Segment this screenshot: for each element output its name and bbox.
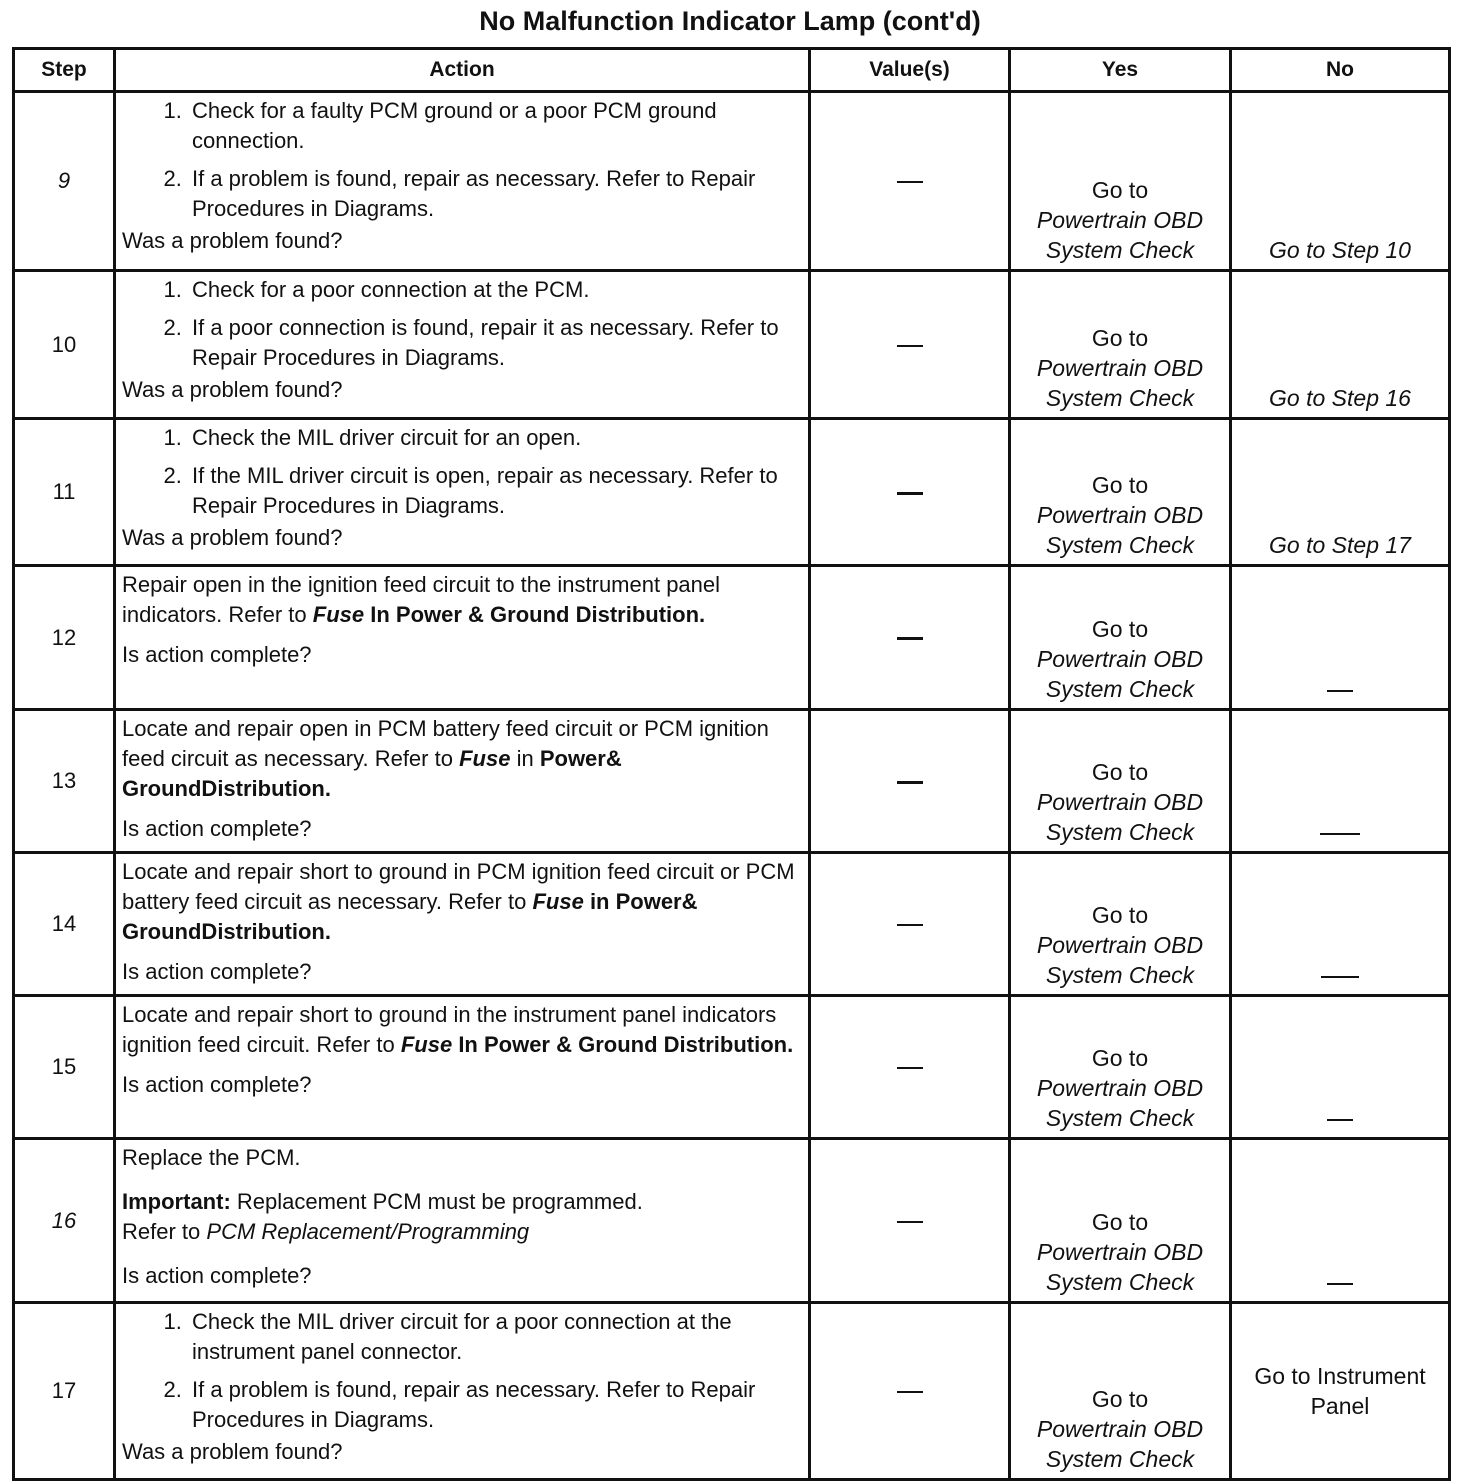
- yes-system-check: System Check: [1045, 385, 1195, 411]
- dash-mark: [1321, 976, 1359, 978]
- table-row: [14, 419, 1450, 566]
- no-cell: Go to Step 16: [1231, 271, 1450, 419]
- action-list: [122, 423, 802, 521]
- action-cell: [115, 1303, 810, 1480]
- yes-cell: [1010, 271, 1231, 419]
- yes-goto: Go to: [1091, 177, 1149, 203]
- no-cell: [1231, 853, 1450, 996]
- action-text: [122, 714, 802, 804]
- value-cell: [810, 853, 1010, 996]
- question: Was a problem found?: [122, 228, 343, 253]
- no-cell: Go to Step 17: [1231, 419, 1450, 566]
- table-row: [14, 1303, 1450, 1480]
- value-cell: [810, 92, 1010, 271]
- header-row: [14, 49, 1450, 92]
- list-item: 1. Check for a faulty PCM ground or a poor PCM ground connection.: [188, 96, 802, 156]
- question: Is action complete?: [122, 1072, 312, 1097]
- list-item: 1. Check the MIL driver circuit for a poor connection at the instrument panel connector.: [188, 1307, 802, 1367]
- list-item: 2. If a poor connection is found, repair it as necessary. Refer to Repair Procedures in Diagrams.: [188, 313, 802, 373]
- action-cell: [115, 710, 810, 853]
- action-cell: [115, 271, 810, 419]
- yes-cell: [1010, 996, 1231, 1139]
- table-row: [14, 996, 1450, 1139]
- list-item: 1. Check for a poor connection at the PCM.: [188, 275, 802, 305]
- question: Was a problem found?: [122, 377, 343, 402]
- list-item: 2. If a problem is found, repair as necessary. Refer to Repair Procedures in Diagrams.: [188, 164, 802, 224]
- dash-mark: [897, 1221, 923, 1223]
- yes-goto: Go to: [1091, 902, 1149, 928]
- action-cell: [115, 996, 810, 1139]
- yes-powertrain: Powertrain OBD: [1036, 789, 1204, 815]
- action-cell: [115, 419, 810, 566]
- question: Is action complete?: [122, 642, 312, 667]
- dash-mark: [1327, 1119, 1353, 1121]
- dash-mark: [897, 1067, 923, 1069]
- value-cell: [810, 566, 1010, 710]
- action-instruction: Locate and repair short to ground in PCM ignition feed circuit or PCM battery feed circuit as necessary. Refer to: [122, 859, 795, 914]
- value-cell: [810, 996, 1010, 1139]
- yes-cell: [1010, 92, 1231, 271]
- list-item: 2. If the MIL driver circuit is open, repair as necessary. Refer to Repair Procedures in Diagrams.: [188, 461, 802, 521]
- yes-goto: Go to: [1091, 759, 1149, 785]
- header-action: Action: [115, 49, 810, 92]
- step-number: 16: [14, 1139, 115, 1303]
- value-cell: [810, 710, 1010, 853]
- step-number: 12: [14, 566, 115, 710]
- yes-system-check: System Check: [1045, 237, 1195, 263]
- reference-fuse: Fuse: [532, 889, 584, 914]
- yes-powertrain: Powertrain OBD: [1036, 355, 1204, 381]
- list-item: 1. Check the MIL driver circuit for an open.: [188, 423, 802, 453]
- action-cell: [115, 92, 810, 271]
- no-cell: Go to Instrument Panel: [1231, 1303, 1450, 1480]
- dash-mark: [1320, 833, 1360, 835]
- question: Was a problem found?: [122, 525, 343, 550]
- step-number: 17: [14, 1303, 115, 1480]
- question: Is action complete?: [122, 816, 312, 841]
- question: Is action complete?: [122, 1263, 312, 1288]
- action-text: [122, 857, 802, 947]
- no-cell: Go to Step 10: [1231, 92, 1450, 271]
- yes-system-check: System Check: [1045, 1269, 1195, 1295]
- step-number: 14: [14, 853, 115, 996]
- yes-goto: Go to: [1091, 325, 1149, 351]
- no-cell: [1231, 710, 1450, 853]
- yes-powertrain: Powertrain OBD: [1036, 1416, 1204, 1442]
- yes-system-check: System Check: [1045, 819, 1195, 845]
- action-list: [122, 1307, 802, 1435]
- dash-mark: [897, 345, 923, 347]
- no-cell: [1231, 996, 1450, 1139]
- yes-cell: [1010, 1139, 1231, 1303]
- reference-doc: PCM Replacement/Programming: [206, 1219, 530, 1244]
- table-row: [14, 271, 1450, 419]
- value-cell: [810, 1303, 1010, 1480]
- yes-system-check: System Check: [1045, 532, 1195, 558]
- table-row: [14, 1139, 1450, 1303]
- yes-cell: [1010, 419, 1231, 566]
- yes-cell: [1010, 566, 1231, 710]
- value-cell: [810, 419, 1010, 566]
- action-instruction: Repair open in the ignition feed circuit to the instrument panel indicators. Refer to: [122, 572, 721, 627]
- header-yes: Yes: [1010, 49, 1231, 92]
- action-cell: [115, 566, 810, 710]
- page-title: No Malfunction Indicator Lamp (cont'd): [479, 6, 981, 36]
- yes-powertrain: Powertrain OBD: [1036, 932, 1204, 958]
- no-cell: [1231, 1139, 1450, 1303]
- important-label: Important:: [122, 1189, 231, 1214]
- reference-doc: in Power& GroundDistribution.: [122, 889, 698, 944]
- refer-to: Refer to: [122, 1219, 201, 1244]
- list-item: 2. If a problem is found, repair as necessary. Refer to Repair Procedures in Diagrams.: [188, 1375, 802, 1435]
- yes-powertrain: Powertrain OBD: [1036, 207, 1204, 233]
- diagnostic-table: [12, 47, 1451, 1481]
- action-instruction: Locate and repair short to ground in the instrument panel indicators ignition feed circuit. Refer to: [122, 1002, 777, 1057]
- yes-powertrain: Powertrain OBD: [1036, 1239, 1204, 1265]
- reference-fuse: Fuse: [459, 746, 511, 771]
- dash-mark: [897, 492, 923, 495]
- action-list: [122, 275, 802, 373]
- value-cell: [810, 1139, 1010, 1303]
- reference-fuse: Fuse: [400, 1032, 453, 1057]
- table-row: [14, 853, 1450, 996]
- reference-line: [122, 1217, 802, 1247]
- action-cell: [115, 1139, 810, 1303]
- yes-system-check: System Check: [1045, 1105, 1195, 1131]
- yes-system-check: System Check: [1045, 1446, 1195, 1472]
- reference-in: in: [516, 746, 534, 771]
- yes-powertrain: Powertrain OBD: [1036, 1075, 1204, 1101]
- reference-doc: In Power & Ground Distribution.: [370, 602, 706, 627]
- yes-goto: Go to: [1091, 1209, 1149, 1235]
- dash-mark: [1327, 1283, 1353, 1285]
- question: Was a problem found?: [122, 1439, 343, 1464]
- yes-goto: Go to: [1091, 616, 1149, 642]
- yes-goto: Go to: [1091, 1045, 1149, 1071]
- table-row: [14, 566, 1450, 710]
- step-number: 13: [14, 710, 115, 853]
- dash-mark: [897, 781, 923, 784]
- action-instruction: Locate and repair open in PCM battery feed circuit or PCM ignition feed circuit as necessary. Refer to: [122, 716, 769, 771]
- header-no: No: [1231, 49, 1450, 92]
- action-text: [122, 1000, 802, 1060]
- reference-fuse: Fuse: [312, 602, 365, 627]
- action-text: [122, 570, 802, 630]
- question: Is action complete?: [122, 959, 312, 984]
- dash-mark: [897, 1391, 923, 1393]
- important-text: Replacement PCM must be programmed.: [236, 1189, 643, 1214]
- yes-goto: Go to: [1091, 1386, 1149, 1412]
- action-list: [122, 96, 802, 224]
- important-note: [122, 1187, 802, 1217]
- dash-mark: [897, 924, 923, 926]
- table-row: [14, 710, 1450, 853]
- action-text: Replace the PCM.: [122, 1145, 301, 1170]
- yes-cell: [1010, 1303, 1231, 1480]
- reference-doc: In Power & Ground Distribution.: [458, 1032, 794, 1057]
- value-cell: [810, 271, 1010, 419]
- no-cell: [1231, 566, 1450, 710]
- dash-mark: [897, 637, 923, 640]
- header-values: Value(s): [810, 49, 1010, 92]
- header-step: Step: [14, 49, 115, 92]
- yes-cell: [1010, 710, 1231, 853]
- dash-mark: [1327, 690, 1353, 692]
- reference-doc: Power& GroundDistribution.: [122, 746, 622, 801]
- yes-goto: Go to: [1091, 472, 1149, 498]
- yes-system-check: System Check: [1045, 962, 1195, 988]
- step-number: 10: [14, 271, 115, 419]
- dash-mark: [897, 181, 923, 183]
- table-row: [14, 92, 1450, 271]
- step-number: 15: [14, 996, 115, 1139]
- yes-powertrain: Powertrain OBD: [1036, 646, 1204, 672]
- step-number: 9: [14, 92, 115, 271]
- yes-cell: [1010, 853, 1231, 996]
- action-cell: [115, 853, 810, 996]
- yes-system-check: System Check: [1045, 676, 1195, 702]
- yes-powertrain: Powertrain OBD: [1036, 502, 1204, 528]
- step-number: 11: [14, 419, 115, 566]
